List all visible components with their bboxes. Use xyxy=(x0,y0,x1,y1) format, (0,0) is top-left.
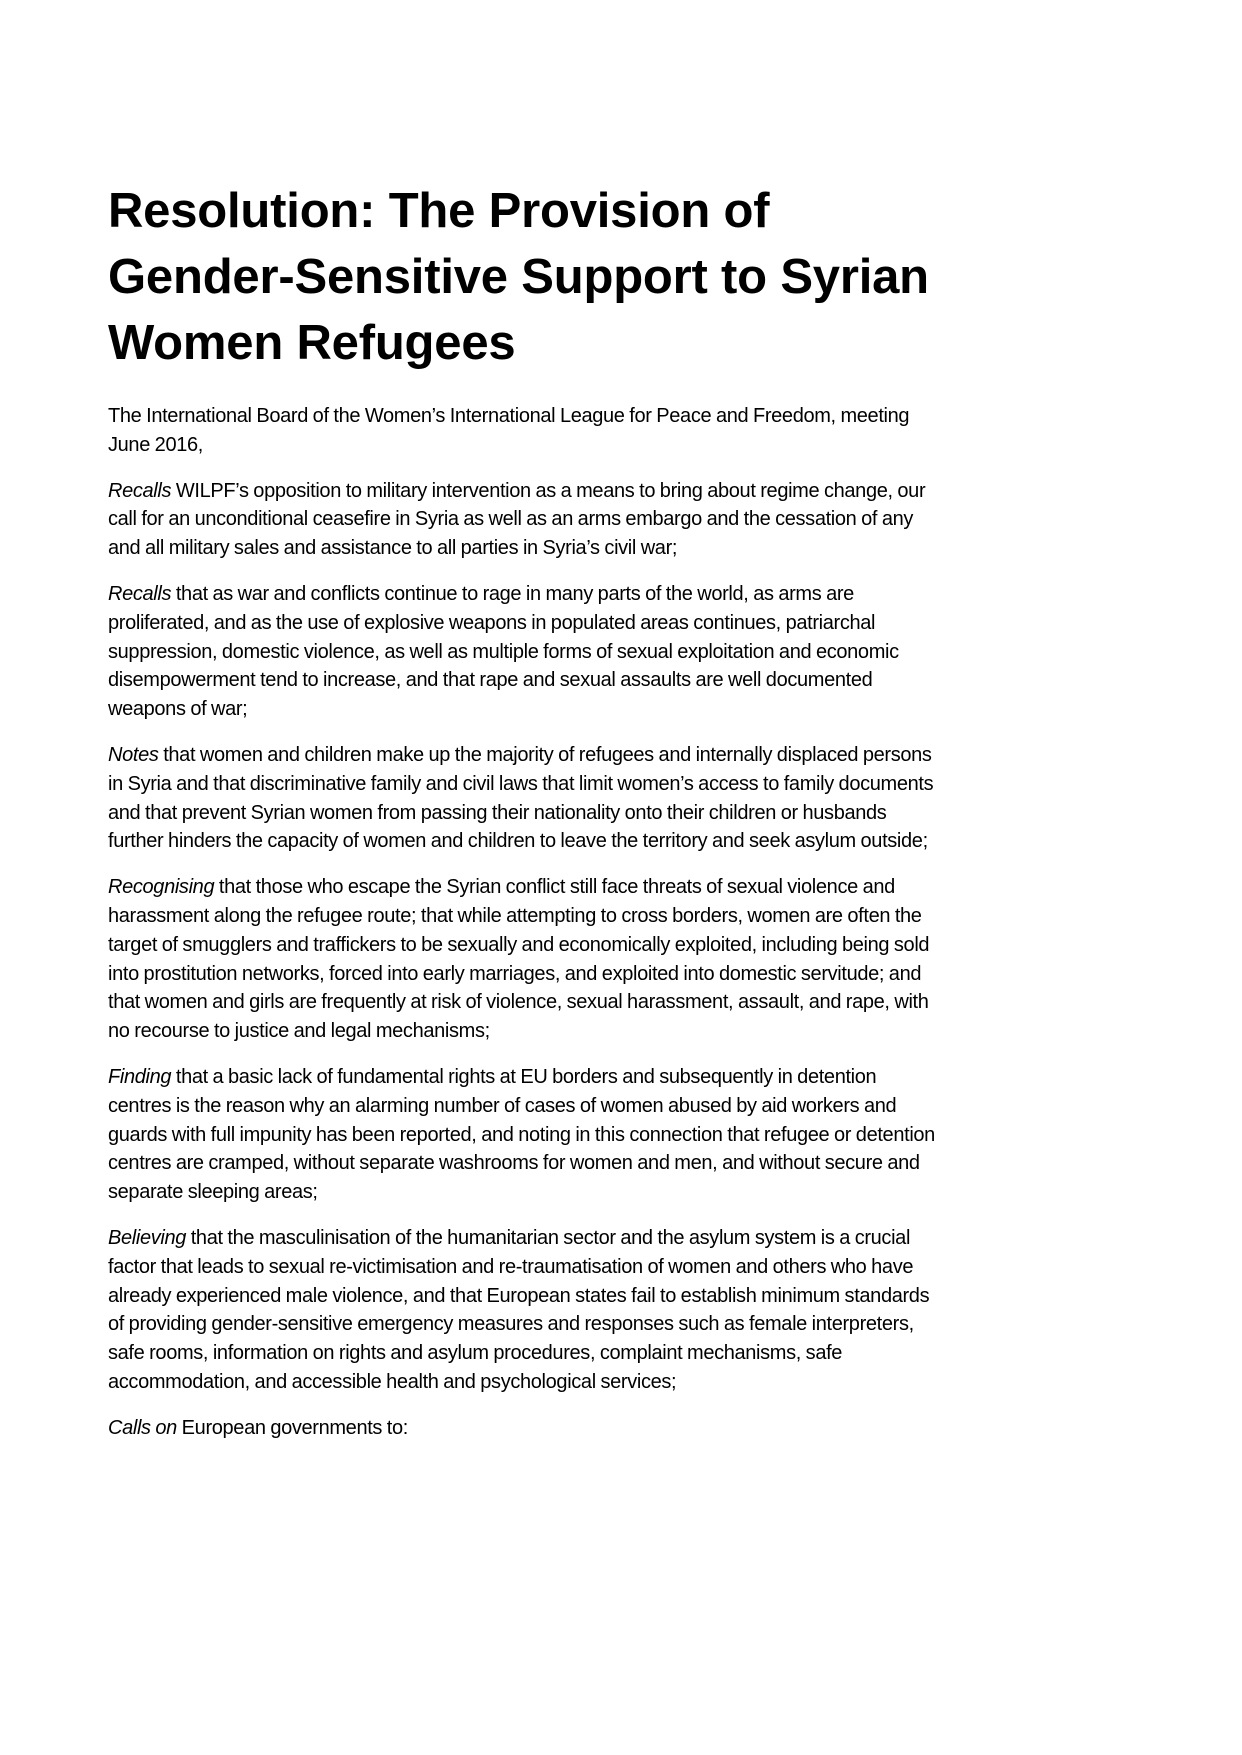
paragraph-line: accommodation, and accessible health and psychological services; xyxy=(108,1370,677,1393)
title-line: Resolution: The Provision of xyxy=(108,184,770,238)
paragraph-lead-verb: Calls on xyxy=(108,1416,177,1439)
paragraph-line: target of smugglers and traffickers to be sexually and economically exploited, including being sold xyxy=(108,933,930,956)
believing-paragraph xyxy=(108,1224,1128,1397)
paragraph-line: that those who escape the Syrian conflict still face threats of sexual violence and xyxy=(214,876,895,899)
paragraph-line: safe rooms, information on rights and asylum procedures, complaint mechanisms, safe xyxy=(108,1342,843,1365)
paragraph-line: harassment along the refugee route; that while attempting to cross borders, women are often the xyxy=(108,904,922,927)
paragraph-line: and all military sales and assistance to all parties in Syria’s civil war; xyxy=(108,537,678,560)
paragraph-lead-verb: Recognising xyxy=(108,876,215,899)
paragraph-line: European governments to: xyxy=(176,1416,408,1439)
paragraph-line: factor that leads to sexual re-victimisation and re-traumatisation of women and others who have xyxy=(108,1255,914,1278)
title-line: Gender-Sensitive Support to Syrian xyxy=(108,250,929,304)
recalls-conflicts-paragraph xyxy=(108,580,1128,724)
paragraph-line: in Syria and that discriminative family and civil laws that limit women’s access to family documents xyxy=(108,772,934,795)
document-title xyxy=(108,178,1128,376)
paragraph-line: that a basic lack of fundamental rights at EU borders and subsequently in detention xyxy=(171,1065,877,1088)
paragraph-line: of providing gender-sensitive emergency measures and responses such as female interpreters, xyxy=(108,1313,914,1336)
paragraph-line: proliferated, and as the use of explosive weapons in populated areas continues, patriarchal xyxy=(108,611,876,634)
preamble-paragraph xyxy=(108,402,1128,460)
paragraph-line: June 2016, xyxy=(108,433,203,456)
recalls-opposition-paragraph xyxy=(108,477,1128,563)
paragraph-lead-verb: Recalls xyxy=(108,479,172,502)
paragraph-lead-verb: Notes xyxy=(108,743,159,766)
paragraph-lead-verb: Believing xyxy=(108,1226,187,1249)
paragraph-lead-verb: Finding xyxy=(108,1065,172,1088)
paragraph-line: The International Board of the Women’s International League for Peace and Freedom, meeting xyxy=(108,405,910,427)
paragraph-line: that as war and conflicts continue to rage in many parts of the world, as arms are xyxy=(171,582,854,605)
paragraph-line: that women and children make up the majority of refugees and internally displaced persons xyxy=(158,743,932,766)
paragraph-line: separate sleeping areas; xyxy=(108,1181,318,1204)
paragraph-line: into prostitution networks, forced into early marriages, and exploited into domestic servitude; and xyxy=(108,962,922,985)
recognising-paragraph xyxy=(108,873,1128,1046)
paragraph-line: disempowerment tend to increase, and that rape and sexual assaults are well documented xyxy=(108,669,873,692)
paragraph-line: no recourse to justice and legal mechanisms; xyxy=(108,1020,490,1043)
paragraph-line: centres is the reason why an alarming number of cases of women abused by aid workers and xyxy=(108,1094,897,1117)
paragraph-line: that women and girls are frequently at risk of violence, sexual harassment, assault, and rape, with xyxy=(108,991,929,1014)
paragraph-line: weapons of war; xyxy=(108,698,248,721)
paragraph-line: suppression, domestic violence, as well as multiple forms of sexual exploitation and economic xyxy=(108,640,899,663)
notes-paragraph xyxy=(108,741,1128,856)
paragraph-line: centres are cramped, without separate washrooms for women and men, and without secure and xyxy=(108,1152,920,1175)
document-body xyxy=(108,402,1128,1443)
paragraph-line: and that prevent Syrian women from passing their nationality onto their children or husbands xyxy=(108,801,887,824)
paragraph-line: that the masculinisation of the humanitarian sector and the asylum system is a crucial xyxy=(186,1226,911,1249)
paragraph-line: further hinders the capacity of women and children to leave the territory and seek asylum outside; xyxy=(108,830,928,853)
title-line: Women Refugees xyxy=(108,316,516,370)
paragraph-lead-verb: Recalls xyxy=(108,582,172,605)
document-page xyxy=(108,178,1128,1460)
finding-paragraph xyxy=(108,1063,1128,1207)
paragraph-line: call for an unconditional ceasefire in Syria as well as an arms embargo and the cessation of any xyxy=(108,508,914,531)
paragraph-line: already experienced male violence, and that European states fail to establish minimum standards xyxy=(108,1284,930,1307)
calls-on-paragraph xyxy=(108,1414,1128,1443)
paragraph-line: WILPF’s opposition to military intervention as a means to bring about regime change, our xyxy=(171,479,926,502)
paragraph-line: guards with full impunity has been reported, and noting in this connection that refugee or detention xyxy=(108,1123,935,1146)
